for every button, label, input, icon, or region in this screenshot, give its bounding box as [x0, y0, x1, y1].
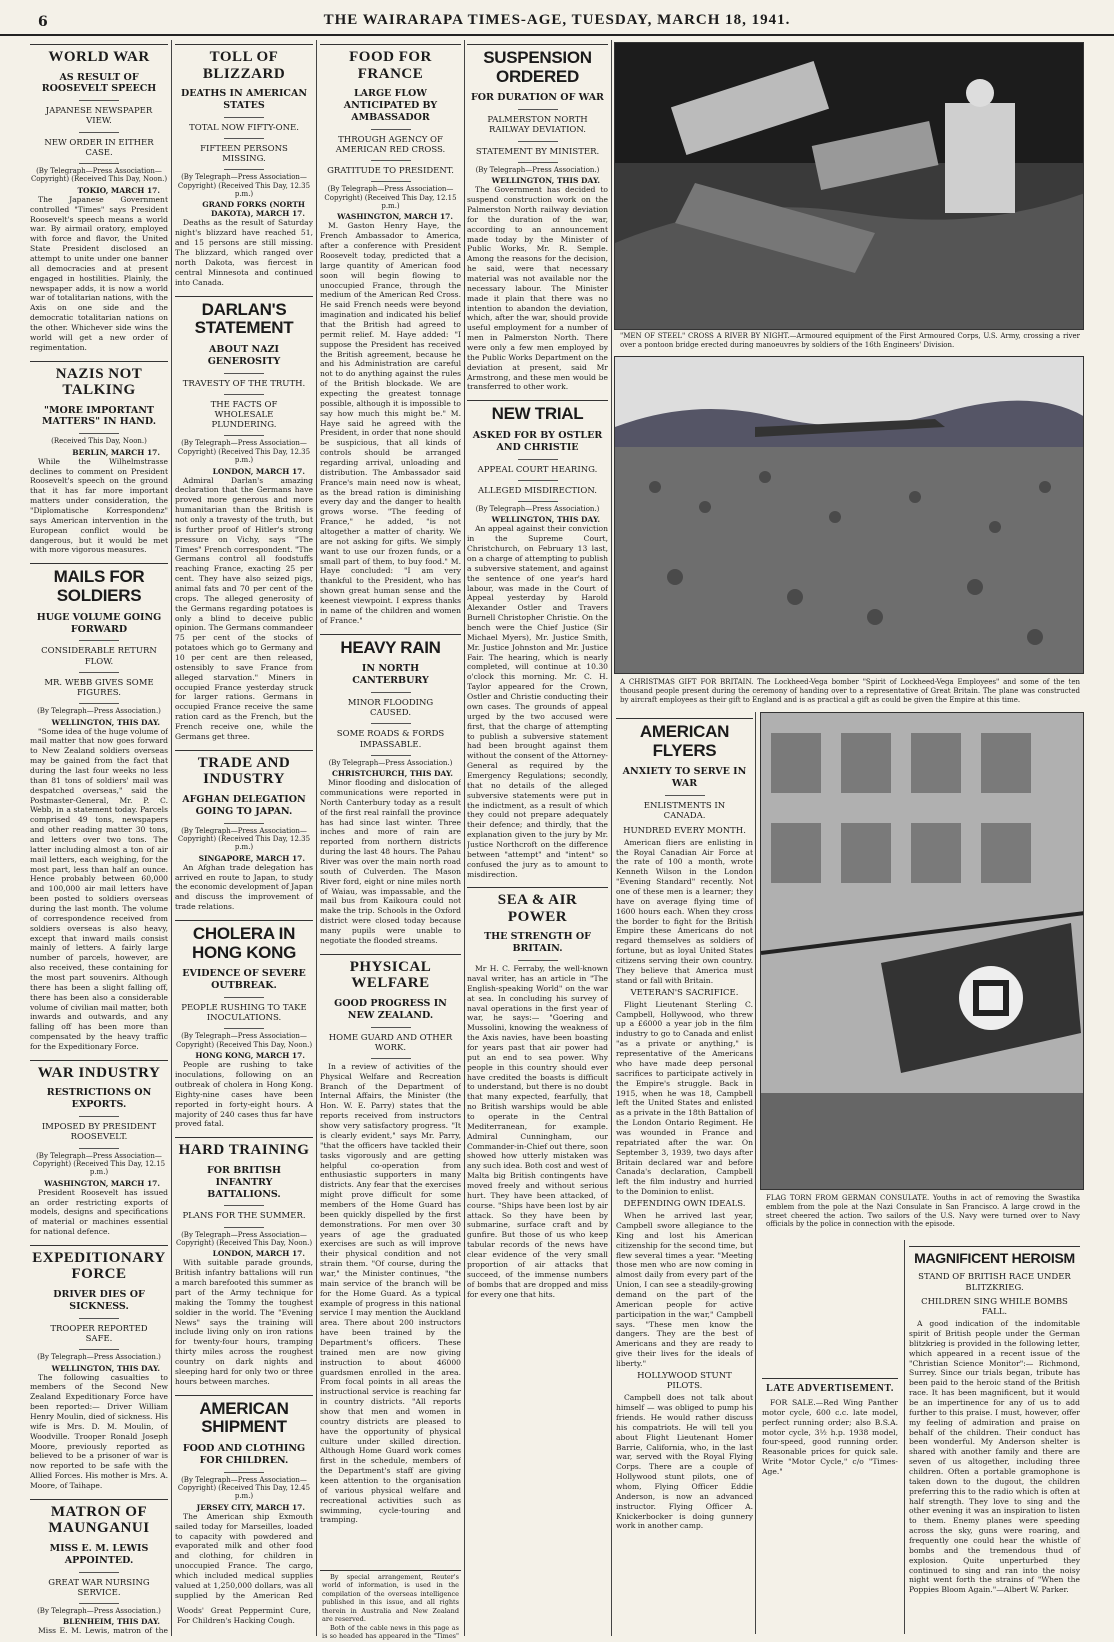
news-article [175, 750, 313, 912]
article-headline: HEAVY RAIN [320, 634, 461, 662]
article-headline: HARD TRAINING [175, 1137, 313, 1163]
article-body: A good indication of the indomitable spirit of British people under the German blitzkrieg is provided in the following letter, which appeared in a recent issue of the "Christian Science Monitor":— Richmond, Surrey. Since our trials began, tribute has been paid to the heroic stand of the British race. It has been magnificent, but it would be an impertinence for any of us to add further to this praise. I must, however, offer my feeling of admiration and praise on behalf of the children. Their conduct has been wonderful. My Anderson shelter is shared with another family and there are seven of us altogether, including three children. Often a portable gramophone is taken down to the dugout, the children preferring this to the radio which is often at half strength. They love to sing and the other evening it was an inspiration to listen to them. Enemy planes were speeding across the sky, guns were roaring, and frequently one could hear the whistle of bombs and the tremendous thud of explosion. Quite unperturbed they continued to sing and ran into the noisy night went forth the strains of "When the Poppies Bloom Again."—Albert W. Parker. [909, 1319, 1080, 1595]
article-subhead: HUGE VOLUME GOING FORWARD [36, 611, 162, 635]
photo-caption-2: A CHRISTMAS GIFT FOR BRITAIN. The Lockheed-Vega bomber "Spirit of Lockheed-Vega Employees" and some of the ten thousand people present during the ceremony of handing over to a representative of Great Britain. The plane was constructed by aircraft employees as their gift to England and is as practical a gift as could be given the Empire at this time. [620, 678, 1080, 704]
article-subhead: STATEMENT BY MINISTER. [475, 146, 600, 157]
article-credit: (By Telegraph—Press Association—Copyright) (Received This Day, 12.35 p.m.) [177, 173, 311, 199]
article-headline: MAILS FOR SOLDIERS [30, 563, 168, 609]
article-dateline: WELLINGTON, THIS DAY. [491, 176, 600, 186]
article-headline: EXPEDITIONARY FORCE [30, 1245, 168, 1287]
article-headline: WAR INDUSTRY [30, 1060, 168, 1086]
article-headline: PHYSICAL WELFARE [320, 954, 461, 996]
article-credit: (By Telegraph—Press Association.) [475, 505, 600, 514]
article-subhead: THE STRENGTH OF BRITAIN. [484, 931, 591, 955]
article-subhead: HOME GUARD AND OTHER WORK. [328, 1032, 453, 1053]
article-dateline: BERLIN, MARCH 17. [72, 447, 160, 457]
article-subhead: TROOPER REPORTED SAFE. [50, 1323, 148, 1344]
article-credit: (By Telegraph—Press Association—Copyright) (Received This Day, 12.35 p.m.) [177, 826, 311, 852]
column-rule [611, 40, 612, 1636]
photo-caption-3: FLAG TORN FROM GERMAN CONSULATE. Youths in act of removing the Swastika emblem from the pole at the Nazi Consulate in San Francisco. A large crowd in the street cheered the action. Two sailors of the U.S. Navy were turned over to Navy officials by the police in connection with the episode. [766, 1194, 1080, 1229]
column-rule [316, 40, 317, 1636]
article-subhead: HUNDRED EVERY MONTH. [623, 825, 746, 836]
article-body: The following casualties to members of the Second New Zealand Expeditionary Force have been reported:— Driver William Henry Moulin, died of sickness. His wife is Mrs. D. M. Moulin, of Woodville. Trooper Ronald Joseph Moore, previously reported as believed to be a prisoner of war is now reported to be safe with the Allied Forces. His mother is Mrs. A. Moore, of Taihape. [30, 1372, 168, 1490]
news-article [320, 634, 461, 946]
article-body: In a review of activities of the Physical Welfare and Recreation Branch of the Department of Internal Affairs, the Minister (the Hon. W. E. Parry) states that the reports received from instructors show very satisfactory progress. "It is clearly evident," says Mr. Parry, "that the officers have tackled their tasks vigorously and are getting helpful co-operation from enthusiastic supporters in many districts. Any fear that the exercises might prove difficult for some members of the Home Guard has been quickly dispelled by the first demonstrations. For men over 30 years of age the graduated exercises are such as will improve their physical condition and not strain them. "Of course, during the war," the Minister continues, "the main service of the branch will be for the Home Guard. As a typical example of progress in this national service I may mention the Auckland area. There about 200 instructors have been trained by the Department's officers. These trained men are now giving instruction to about 46000 guardsmen enrolled in the area. From focal points in all areas the instructional service is reaching far in country districts. "All reports show that men and women in country districts are pleased to have the opportunity of physical culture under skilled direction. Although Home Guard work comes first in the schedule, members of the Department's staff are giving keen attention to the organisation of various physical welfare and recreational activities such as swimming, cycle-touring and tramping. [320, 1061, 461, 1525]
article-headline: CHOLERA IN HONG KONG [175, 920, 313, 966]
late-advertisement [760, 1372, 900, 1477]
article-body: "Some idea of the huge volume of mail matter that now goes forward to New Zealand soldiers overseas may be gained from the fact that during the last four weeks no less than 81 tons of soldiers' mail was despatched overseas," said the Postmaster-General, Mr. P. C. Webb, in a statement today. Parcels comprised 49 tons, newspapers and other reading matter 30 tons, and letters over two tons. The latter including almost a ton of air mail letters, each weighing, for the most part, less than half an ounce. Hence probably between 60,000 and 100,000 air mail letters have been posted to soldiers overseas during the last month. The volume of correspondence received from soldiers overseas is also heavy, except that inward mails consist mainly of letters. A fairly large number of parcels, however, are also received, these containing for the most part souvenirs. Although there has been a slight falling off, there has been also a considerable volume of civilian mail matter, both inwards and outwards, and any falling off has been more than compensated by the heavy traffic for the Expeditionary Force. [30, 726, 168, 1052]
news-article [175, 1137, 313, 1386]
article-subhead: PEOPLE RUSHING TO TAKE INOCULATIONS. [181, 1003, 307, 1024]
article-subhead: ASKED FOR BY OSTLER AND CHRISTIE [472, 429, 603, 453]
article-body: Campbell does not talk about himself — was obliged to pump his friends. He would rather discuss his compatriots. He will tell you about Flight Lieutenant Homer Barrie, California, who, in the last war, served with the Royal Flying Corps. There are a couple of Hollywood stunt pilots, one of whom, Flying Officer Eddie Anderson, is now an advanced instructor. Flying Officer A. Knickerbocker is doing gunnery work in another camp. [616, 1393, 753, 1531]
article-headline: AMERICAN FLYERS [616, 718, 753, 764]
news-article [30, 563, 168, 1052]
column-rule [464, 40, 465, 1636]
article-subhead: GRATITUDE TO PRESIDENT. [327, 166, 454, 176]
article-body: The Japanese Government controlled "Times" says President Roosevelt's speech means a world war. By airmail oratory, employed with force and flavor, the United State President disclosed an attempt to unite under one banner all democracies and at present engaged in hostilities. Plainly, the newspaper adds, it is now a world war of totalitarian nations, with the Axis on one side and the democratic totalitarian nations on the other. Whichever side wins the world will get a new order of regimentation. [30, 194, 168, 352]
article-subhead: ABOUT NAZI GENEROSITY [207, 343, 281, 367]
article-body: Flight Lieutenant Sterling C. Campbell, Hollywood, who threw up a £6000 a year job in the film industry to go to Canada and enlist "as a private or anything," is representative of the Americans who have made deep personal sacrifices to participate actively in the Empire's struggle. Back in 1915, when he was 18, Campbell left the United States and enlisted as a private in the 18th Battalion of the London Ontario Regiment. He was wounded in France and repatriated after the war. On September 3, 1939, two days after Britain declared war and before Canada's declaration, Campbell left the film industry and hurried to the Dominion to enlist. [616, 999, 753, 1197]
news-article [30, 1499, 168, 1636]
article-subhead: CHILDREN SING WHILE BOMBS FALL. [921, 1296, 1068, 1317]
article-subhead: DEFENDING OWN IDEALS. [623, 1198, 746, 1209]
article-credit: (By Telegraph—Press Association.) [37, 1353, 161, 1362]
article-headline: WORLD WAR [30, 44, 168, 70]
article-subhead: THE FACTS OF WHOLESALE PLUNDERING. [210, 399, 278, 431]
news-article [175, 1395, 313, 1600]
column-4 [467, 40, 608, 1636]
article-body: M. Gaston Henry Haye, the French Ambassador to America, after a conference with President Roosevelt today, predicted that a large quantity of American food soon will begin flowing to unoccupied France, through the medium of the American Red Cross. He said French needs were beyond imagination and indicated his belief that the British had agreed to permit relief. M. Haye added: "I suppose the President has received the British agreement, because he and his Administration are careful not to do anything against the rules of the British blockade. We are expecting the greatest tonnage possible, although it is impossible to say how much this might be." M. Haye said he agreed with the President, in order that none should be suspicious, that all kinds of controls should be arranged regarding arrival, unloading and distribution. The Ambassador said France's main need now is wheat, as the bread ration is diminishing every day and the danger to health grows worse. "The feeding of France," he added, "is not altogether a matter of charity. We are not asking for gifts. We simply want to use our frozen funds, or a small part of them, to buy food." M. Haye concluded: "I am very thankful to the President, who has shown great human sense and the keenest viewpoint. I express thanks in name of the children and women of France." [320, 221, 461, 625]
article-subhead: AS RESULT OF ROOSEVELT SPEECH [41, 71, 157, 95]
footnote-text: Both of the cable news in this page as is so headed has appeared in the "Times" [322, 1623, 459, 1641]
ad-body: FOR SALE.—Red Wing Panther motor cycle, 600 c.c. late model, perfect running order; also B.S.A. motor cycle, 3½ h.p. 1938 model, four-speed, good running order. Reasonable prices for quick sale. Write "Motor Cycle," c/o "Times-Age." [762, 1398, 898, 1477]
article-subhead: FOR DURATION OF WAR [471, 92, 604, 104]
article-subhead: IMPOSED BY PRESIDENT ROOSEVELT. [41, 1122, 157, 1143]
article-body: An Afghan trade delegation has arrived en route to Japan, to study the economic development of Japan and discuss the improvement of trade relations. [175, 862, 313, 912]
article-body: The Government has decided to suspend construction work on the Palmerston North railway deviation for the duration of the war, according to an announcement made today by the Minister of Public Works, Mr. R. Semple. Among the reasons for the decision, he said, were that necessary material was not available nor the necessary labour. The Minister made it plain that there was no intention to abandon the deviation, which, after the war, should provide useful employment for a number of men in Palmerston North. There were only a few men employed by the Public Works Department on the deviation at present, said Mr Armstrong, and these men would be transferred to other work. [467, 185, 608, 392]
article-headline: DARLAN'S STATEMENT [175, 296, 313, 342]
article-dateline: GRAND FORKS (NORTH DAKOTA), MARCH 17. [202, 200, 305, 219]
article-credit: (By Telegraph—Press Association—Copyright) (Received This Day, Noon.) [175, 1032, 313, 1049]
news-article [30, 1060, 168, 1237]
article-subhead: MINOR FLOODING CAUSED. [347, 698, 434, 719]
article-body: When he arrived last year, Campbell swore allegiance to the King and lost his American citizenship for the second time, but flew several times a year. "Meeting those men who are now coming in almost daily from every part of the Union, I can see a steadily-growing demand on the part of the American people for active participation in the war," Campbell says. "These men know the dangers. They are the best of Americans and they are ready to give their lives for the ideals of liberty." [616, 1211, 753, 1369]
photo-armoured-crossing [614, 42, 1084, 330]
article-headline: TRADE AND INDUSTRY [175, 750, 313, 792]
article-headline: SEA & AIR POWER [467, 887, 608, 929]
article-subhead: PALMERSTON NORTH RAILWAY DEVIATION. [487, 115, 588, 136]
article-body: Deaths as the result of Saturday night's blizzard have reached 51, and 15 persons are still missing. The blizzard, which ranged over north Dakota, was fiercest in central Minnesota and continued into Canada. [175, 218, 313, 287]
article-headline: NAZIS NOT TALKING [30, 361, 168, 403]
ad-headline: LATE ADVERTISEMENT. [762, 1378, 898, 1398]
article-subhead: TRAVESTY OF THE TRUTH. [182, 378, 306, 389]
article-body: American fliers are enlisting in the Royal Canadian Air Force at the rate of 100 a month, wrote Kenneth Wilson in the London "Evening Standard" recently. Not one of these men is a learner; they have on average flying time of 1600 hours each. When they cross the border to fight for the British Empire these Americans do not regard themselves as soldiers of fortune, but as loyal United States citizens serving their own country. They believe that America must stand or fall with Britain. [616, 837, 753, 985]
article-subhead: GREAT WAR NURSING SERVICE. [48, 1577, 150, 1598]
article-credit: (Received This Day, Noon.) [51, 437, 147, 446]
article-subhead: DEATHS IN AMERICAN STATES [180, 88, 308, 111]
article-subhead: FOR BRITISH INFANTRY BATTALIONS. [207, 1164, 281, 1200]
article-subhead: FOOD AND CLOTHING FOR CHILDREN. [182, 1442, 306, 1466]
article-dateline: JERSEY CITY, MARCH 17. [196, 1502, 305, 1512]
article-subhead: THROUGH AGENCY OF AMERICAN RED CROSS. [335, 134, 446, 155]
article-subhead: HOLLYWOOD STUNT PILOTS. [637, 1370, 732, 1392]
news-article [175, 920, 313, 1129]
article-credit: (By Telegraph—Press Association—Copyright) (Received This Day, Noon.) [30, 167, 168, 184]
article-dateline: SINGAPORE, MARCH 17. [198, 853, 305, 863]
footnote-text: By special arrangement, Reuter's world of information, is used in the compilation of the overseas intelligence published in this issue, and all rights therein in Australia and New Zealand are reserved. [322, 1573, 459, 1624]
article-credit: (By Telegraph—Press Association.) [475, 165, 600, 174]
news-article [175, 44, 313, 288]
photo-flag-consulate [760, 712, 1084, 1190]
article-headline: TOLL OF BLIZZARD [175, 44, 313, 86]
news-article [30, 44, 168, 353]
news-article [320, 44, 461, 626]
article-body: President Roosevelt has issued an order restricting exports of models, designs and specifications of material or machines essential for national defence. [30, 1187, 168, 1237]
article-subhead: AFGHAN DELEGATION GOING TO JAPAN. [182, 793, 306, 817]
article-subhead: NEW ORDER IN EITHER CASE. [44, 137, 154, 158]
article-headline: AMERICAN SHIPMENT [175, 1395, 313, 1441]
article-body: Minor flooding and dislocation of communications were reported in North Canterbury today as a result of the first real rainfall the province has had since last winter. Three inches and more of rain are reported from northern districts during the last 48 hours. The Pahau River was over the main north road south of Culverden. The Mason River ford, eight or nine miles north of Waiau, was impassable, and the mail bus from Kaikoura could not make the trip. Schools in the Oxford district were closed today because many pupils were unable to negotiate the flooded streams. [320, 778, 461, 945]
armoured-vehicle-photo [615, 43, 1084, 330]
article-body: With suitable parade grounds, British infantry battalions will run a march barefooted this summer as part of the Army technique for making the Tommy the toughest soldier in the world. The "Evening News" says the training will include living only on iron rations for twenty-four hours, tramping thirty miles across the roughest country on dark nights and sleeping hard for only two or three hours between marches. [175, 1258, 313, 1386]
reuter-footnote [320, 1570, 461, 1641]
article-dateline: LONDON, MARCH 17. [212, 466, 305, 476]
article-headline: MATRON OF MAUNGANUI [30, 1499, 168, 1541]
article-credit: (By Telegraph—Press Association.) [328, 758, 453, 767]
article-credit: (By Telegraph—Press Association—Copyright) (Received This Day, 12.15 p.m.) [32, 1151, 166, 1177]
article-subhead: RESTRICTIONS ON EXPORTS. [46, 1087, 152, 1111]
crowd-photo [615, 357, 1084, 674]
article-subhead: ANXIETY TO SERVE IN WAR [622, 766, 747, 790]
article-headline: NEW TRIAL [467, 400, 608, 428]
article-dateline: BLENHEIM, THIS DAY. [62, 1617, 160, 1627]
woods-advert [175, 1604, 313, 1636]
article-subhead: MISS E. M. LEWIS APPOINTED. [49, 1542, 149, 1566]
article-subhead: ENLISTMENTS IN CANADA. [643, 801, 726, 822]
news-article [175, 296, 313, 742]
article-credit: (By Telegraph—Press Association—Copyright) (Received This Day, 12.35 p.m.) [177, 439, 311, 465]
article-dateline: HONG KONG, MARCH 17. [195, 1051, 305, 1061]
article-dateline: WELLINGTON, THIS DAY. [51, 717, 160, 727]
article-headline: SUSPENSION ORDERED [467, 44, 608, 90]
column-2 [175, 40, 313, 1600]
article-subhead: "MORE IMPORTANT MATTERS" IN HAND. [41, 404, 157, 428]
article-body: People are rushing to take inoculations, following on an outbreak of cholera in Hong Kong. Eighty-nine cases have been reported in forty-eight hours. A majority of 240 cases thus far have proved fatal. [175, 1060, 313, 1129]
article-subhead: MR. WEBB GIVES SOME FIGURES. [44, 677, 154, 698]
article-subhead: EVIDENCE OF SEVERE OUTBREAK. [182, 968, 306, 992]
article-headline: FOOD FOR FRANCE [320, 44, 461, 86]
article-body: An appeal against their conviction in the Supreme Court, Christchurch, on February 13 last, on a charge of attempting to publish a subversive statement, and against the sentence of one year's hard labour, was made in the Court of Appeal yesterday by Harold Alexander Ostler and Travers Burnell Christopher Christie. On the bench were the Chief Justice (Sir Michael Myers), Mr. Justice Smith, Mr. Justice Johnston and Mr. Justice Fair. The hearing, which is nearly completed, will continue at 10.30 o'clock this morning. Mr. C. H. Taylor appeared for the Crown, Ostler and Christie conducting their own cases. The grounds of appeal urged by the two accused were first, that the charge of attempting to publish a subversive statement had been brought against them without the consent of the Attorney-General as required by the Emergency Regulations; secondly, that no details of the alleged subversive statements were put in the indictment, as a result of which they could not prepare adequately their defence; and thirdly, that the explanation given to the jury by Mr. Justice Northcroft on the difference between "attempt" and "intent" so confused the jury as to amount to misdirection. [467, 524, 608, 879]
consulate-photo [761, 713, 1084, 1190]
advert-text: Woods' Great Peppermint Cure, For Children's Hacking Cough. [177, 1606, 311, 1625]
article-dateline: WELLINGTON, THIS DAY. [51, 1363, 160, 1373]
article-subhead: SOME ROADS & FORDS IMPASSABLE. [336, 729, 445, 750]
article-credit: (By Telegraph—Press Association—Copyright) (Received This Day, 12.15 p.m.) [324, 185, 457, 210]
article-body: While the Wilhelmstrasse declines to comment on President Roosevelt's speech on the ground that it has far more important matters under consideration, the "Diplomatische Korrespondenz" says American intervention in the European conflict would be dangerous, but it would be met with more vigorous measures. [30, 456, 168, 555]
newspaper-title: THE WAIRARAPA TIMES-AGE, TUESDAY, MARCH 18, 1941. [323, 12, 791, 28]
photo-caption-1: "MEN OF STEEL" CROSS A RIVER BY NIGHT.—Armoured equipment of the First Armoured Corps, U.S. Army, crossing a river over a pontoon bridge erected during manoeuvres by soldiers of the 16th Engineers' Division. [620, 332, 1080, 349]
article-dateline: TOKIO, MARCH 17. [77, 185, 160, 195]
article-subhead: LARGE FLOW ANTICIPATED BY AMBASSADOR [343, 88, 438, 123]
column-rule [171, 40, 172, 1636]
photo-bomber-crowd [614, 356, 1084, 674]
article-dateline: CHRISTCHURCH, THIS DAY. [331, 769, 453, 779]
article-subhead: JAPANESE NEWSPAPER VIEW. [45, 106, 153, 127]
heroism-article [904, 1240, 1084, 1634]
news-article [467, 400, 608, 879]
article-dateline: WASHINGTON, MARCH 17. [337, 212, 453, 222]
article-dateline: WASHINGTON, MARCH 17. [44, 1178, 160, 1188]
article-subhead: DRIVER DIES OF SICKNESS. [53, 1288, 145, 1312]
article-subhead: ALLEGED MISDIRECTION. [478, 485, 597, 496]
article-subhead: GOOD PROGRESS IN NEW ZEALAND. [334, 997, 447, 1021]
article-dateline: WELLINGTON, THIS DAY. [491, 515, 600, 525]
article-subhead: STAND OF BRITISH RACE UNDER BLITZKRIEG. [918, 1272, 1071, 1293]
article-credit: (By Telegraph—Press Association.) [37, 1606, 161, 1615]
news-article [30, 1245, 168, 1491]
column-3 [320, 40, 461, 1600]
article-subhead: VETERAN'S SACRIFICE. [630, 987, 739, 998]
american-flyers-article [614, 712, 756, 1634]
article-headline: MAGNIFICENT HEROISM [909, 1246, 1080, 1270]
article-subhead: APPEAL COURT HEARING. [477, 464, 598, 475]
article-dateline: LONDON, MARCH 17. [212, 1249, 305, 1259]
article-body: Miss E. M. Lewis, matron of the [38, 1626, 168, 1636]
article-credit: (By Telegraph—Press Association—Copyright) (Received This Day, 12.45 p.m.) [177, 1475, 311, 1501]
news-article [30, 361, 168, 556]
article-body: The American ship Exmouth sailed today for Marseilles, loaded to capacity with powdered and evaporated milk and other food and clothing, for children in unoccupied France. The cargo, which included medical supplies valued at 1,250,000 dollars, was all supplied by the American Red [175, 1511, 313, 1600]
news-article [467, 887, 608, 1299]
article-body: Mr H. C. Ferraby, the well-known naval writer, has an article in "The English-speaking World" on the war at sea. In concluding his survey of naval operations in the first year of war, he says:— "Goering and Mussolini, knowing the weakness of the Axis navies, have been boasting for years past that air power had put an end to sea power. Why people in this country should ever have credited the boasts is difficult to understand, but there is no doubt that many expected, fearfully, that no British warships would be able to operate in the Central Mediterranean, for example. Admiral Cunningham, our Commander-in-Chief out there, soon showed how utterly mistaken was any such idea. Both cost and west of Malta big British contingents have moved freely and without serious hurt. They have been attacked, of course. "Ships have been lost by air attack. So they have been by submarine, surface craft and by gunfire. But those of us who keep tabular records of the news have clear evidence of the very small proportion of air attacks that succeed, of the immense numbers of bombs that are dropped and miss for every one that hits. [467, 964, 608, 1299]
news-article [467, 44, 608, 392]
article-subhead: IN NORTH CANTERBURY [352, 663, 429, 687]
article-subhead: FIFTEEN PERSONS MISSING. [200, 143, 288, 165]
news-article [320, 954, 461, 1526]
article-credit: (By Telegraph—Press Association.) [37, 707, 161, 716]
page-number: 6 [38, 14, 48, 30]
article-subhead: TOTAL NOW FIFTY-ONE. [189, 122, 299, 133]
masthead [0, 0, 1114, 36]
article-subhead: CONSIDERABLE RETURN FLOW. [41, 646, 157, 667]
column-1 [30, 40, 168, 1636]
article-body: Admiral Darlan's amazing declaration that the Germans have proved more generous and more humanitarian than the British is not only a travesty of the truth, but is further proof of Hitler's strong pressure on Vichy, says "The Times" French correspondent. "The Germans control all foodstuffs reaching France, exacting 25 per cent. They have also seized pigs, animal fats and 70 per cent of the crops. The alleged generosity of the Germans regarding potatoes is only a blind to deceive public opinion. The Germans commandeer 75 per cent of the stocks of potatoes which go to Germany and 10 per cent are then released, ostensibly to save France from alleged starvation." Miners in occupied France yesterday struck for larger rations. Germans in occupied France receive the same ration card as the French, but the French receive one, while the Germans get three. [175, 475, 313, 741]
article-credit: (By Telegraph—Press Association—Copyright) (Received This Day, Noon.) [175, 1230, 313, 1247]
article-subhead: PLANS FOR THE SUMMER. [182, 1211, 306, 1222]
